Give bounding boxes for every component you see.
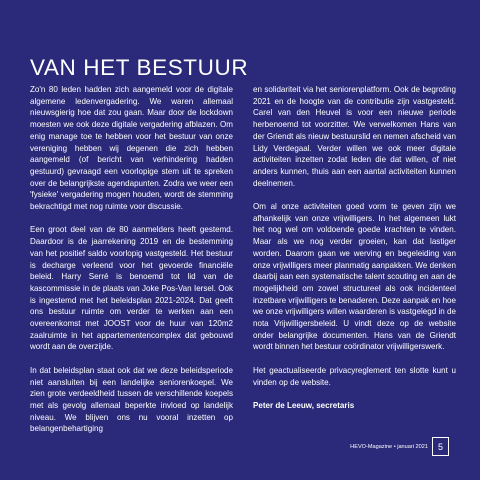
signature: Peter de Leeuw, secretaris	[253, 400, 355, 410]
paragraph: In dat beleidsplan staat ook dat we deze beleidsperiode niet aansluiten bij een landelijke seniorenkoepel. We zien grote verdeeldheid tussen de verschillende koepels met als gevolg allemaal beperkte invloed op landelijk niveau. We blijven ons nu vooral inzetten op belangenbehartiging	[30, 365, 233, 434]
right-column	[253, 84, 456, 423]
paragraph: Om al onze activiteiten goed vorm te geven zijn we afhankelijk van onze vrijwilligers. In het algemeen lukt het nog wel om voldoende goede krachten te vinden. Maar als we nog verder groeien, kan dat lastiger worden. Daarom gaan we werving en begeleiding van onze vrijwilligers meer planmatig aanpakken. We denken daarbij aan een systematische talent scouting en aan de mogelijkheid om zowel structureel als ook incidenteel inzetbare vrijwilligers te benaderen. Deze aanpak en hoe we onze vrijwilligers willen waarderen is vastgelegd in de nota Vrijwilligersbeleid. U vindt deze op de website onder belangrijke documenten. Hans van de Griendt wordt binnen het bestuur coördinator vrijwilligerswerk.	[253, 202, 456, 352]
left-column	[30, 84, 233, 447]
page-title: VAN HET BESTUUR	[30, 55, 249, 81]
paragraph: Het geactualiseerde privacyreglement ten slotte kunt u vinden op de website.	[253, 365, 456, 387]
page-footer	[350, 437, 449, 456]
paragraph: Zo'n 80 leden hadden zich aangemeld voor de digitale algemene ledenvergadering. We waren allemaal nieuwsgierig hoe dat zou gaan. Maar door de lockdown moesten we ook deze digitale vergadering afblazen. Om enig manage toe te hebben voor het bestuur van onze vereniging hebben wij degenen die zich hebben aangemeld (of bericht van verhindering hadden gestuurd) gevraagd een voorlopige stem uit te spreken over de belangrijkste agendapunten. Zodra we weer een 'fysieke' vergadering mogen houden, wordt de stemming bekrachtigd met nog ruimte voor discussie.	[30, 85, 233, 212]
paragraph: en solidariteit via het seniorenplatform. Ook de begroting 2021 en de hoogte van de contributie zijn vastgesteld. Carel van den Heuvel is voor een nieuwe periode herbenoemd tot voorzitter. We verwelkomen Hans van der Griendt als nieuw bestuurslid en nemen afscheid van Lidy Verdegaal. Verder willen we ook meer digitale activiteiten inzetten zodat leden die dat willen, of niet anders kunnen, thuis aan een aantal activiteiten kunnen deelnemen.	[253, 85, 456, 188]
paragraph: Een groot deel van de 80 aanmelders heeft gestemd. Daardoor is de jaarrekening 2019 en de bestemming van het positief saldo voorlopig vastgesteld. Het bestuur is decharge verleend voor het gevoerde financiële beleid. Harry Serré is benoemd tot lid van de kascommissie in de plaats van Joke Pos-Van Iersel. Ook is ingestemd met het beleidsplan 2021-2024. Dat geeft ons bestuur ruimte om verder te werken aan een overeenkomst met JOOST voor de huur van 120m2 zaalruimte in het appartementencomplex dat gebouwd wordt aan de overzijde.	[30, 225, 233, 352]
page-number: 5	[432, 437, 449, 456]
publication-label: HEVO-Magazine • januari 2021	[350, 443, 428, 450]
